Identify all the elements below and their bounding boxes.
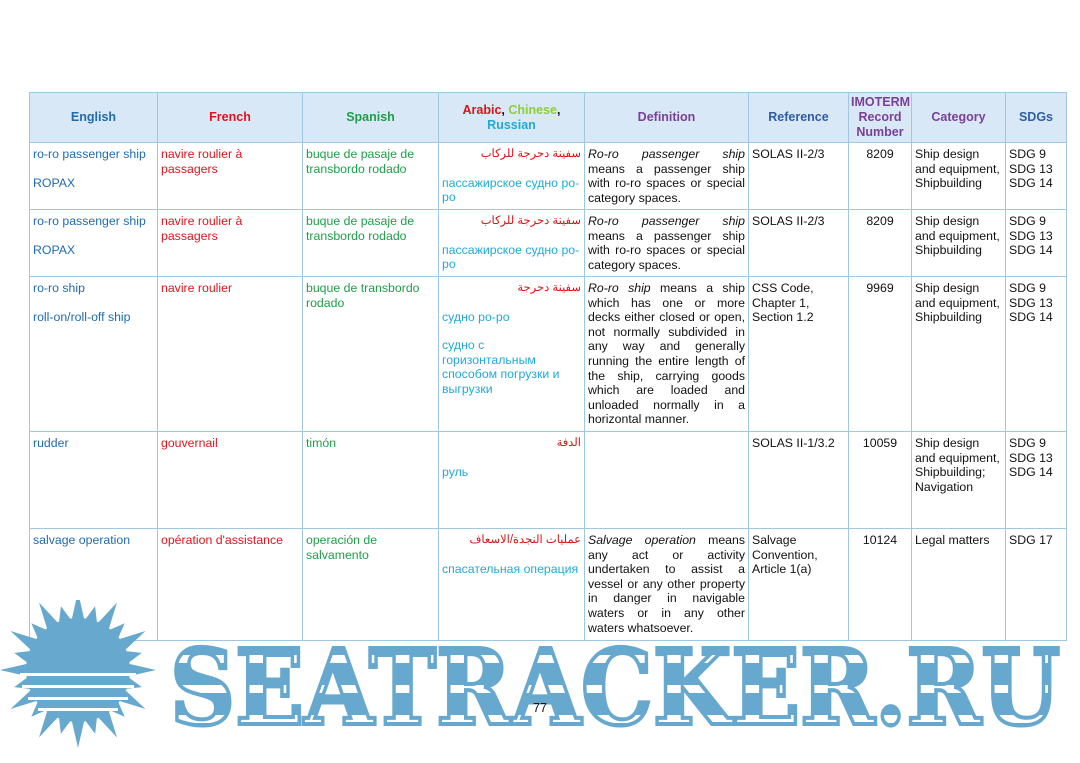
english-term: ROPAX: [33, 242, 76, 257]
definition-lead: Ro-ro passenger ship: [588, 214, 745, 228]
english-term: roll-on/roll-off ship: [33, 309, 131, 324]
header-sep2: ,: [557, 102, 561, 117]
cell-category: Legal matters: [912, 529, 1006, 641]
english-term: salvage operation: [33, 533, 131, 547]
definition-text: means any act or activity undertaken to assist a vessel or any other property in danger in navigable waters or in any other waters whatsoever.: [588, 533, 745, 635]
russian-term: руль: [442, 464, 469, 479]
cell-reference: SOLAS II-2/3: [749, 143, 849, 210]
header-definition: Definition: [585, 93, 749, 143]
definition-lead: Ro-ro ship: [588, 281, 651, 295]
cell-french: [158, 210, 303, 277]
arabic-term: سفينة دحرجة للركاب: [480, 215, 581, 227]
arabic-term: عمليات النجدة/الاسعاف: [469, 534, 581, 546]
sun-logo-icon: [0, 600, 156, 748]
definition-text: means a passenger ship with ro-ro spaces or special category spaces.: [588, 161, 745, 205]
arabic-term: الدفة: [556, 437, 581, 449]
header-imoterm: IMOTERM Record Number: [849, 93, 912, 143]
cell-sdgs: [1006, 432, 1067, 529]
table-row: [30, 143, 1067, 210]
definition-lead: Salvage operation: [588, 533, 696, 547]
cell-category: Ship design and equipment, Shipbuilding: [912, 143, 1006, 210]
cell-definition: [585, 277, 749, 432]
sdg-item: SDG 13: [1009, 450, 1053, 465]
french-term: navire roulier à passagers: [161, 147, 243, 176]
header-reference: Reference: [749, 93, 849, 143]
sdg-item: SDG 17: [1009, 533, 1053, 547]
sdg-item: SDG 9: [1009, 147, 1046, 161]
page-number: 77: [533, 701, 547, 715]
cell-definition: [585, 210, 749, 277]
header-row: [30, 93, 1067, 143]
french-term: navire roulier à passagers: [161, 214, 243, 243]
cell-spanish: [303, 143, 439, 210]
definition-text: means a passenger ship with ro-ro spaces or special category spaces.: [588, 228, 745, 272]
cell-record-number: 8209: [849, 210, 912, 277]
cell-arabic-russian: [439, 143, 585, 210]
english-term: rudder: [33, 436, 69, 450]
sun-ray: [72, 720, 85, 748]
sdg-item: SDG 14: [1009, 243, 1053, 258]
russian-term: пассажирское судно ро-ро: [442, 242, 580, 272]
header-russian: Russian: [487, 117, 536, 132]
sdg-item: SDG 9: [1009, 214, 1046, 228]
definition-lead: Ro-ro passenger ship: [588, 147, 745, 161]
header-arabic-chinese-russian: [439, 93, 585, 143]
cell-reference: SOLAS II-1/3.2: [749, 432, 849, 529]
russian-term: пассажирское судно ро-ро: [442, 175, 580, 205]
spanish-term: operación de salvamento: [306, 533, 378, 562]
cell-record-number: 10124: [849, 529, 912, 641]
french-term: gouvernail: [161, 436, 218, 450]
cell-record-number: 10059: [849, 432, 912, 529]
watermark-text: SEATRACKER.RU: [170, 626, 1060, 749]
russian-term: судно ро-ро: [442, 309, 510, 324]
header-sep1: ,: [501, 102, 509, 117]
header-spanish: Spanish: [303, 93, 439, 143]
glossary-table: [29, 92, 1067, 641]
sdg-item: SDG 13: [1009, 161, 1053, 176]
english-term: ro-ro passenger ship: [33, 147, 146, 161]
spanish-term: buque de pasaje de transbordo rodado: [306, 214, 415, 243]
sun-ray: [72, 600, 85, 620]
table-row: [30, 277, 1067, 432]
cell-arabic-russian: [439, 432, 585, 529]
cell-definition: [585, 432, 749, 529]
english-term: ro-ro ship: [33, 281, 85, 295]
table-row: [30, 432, 1067, 529]
spanish-term: buque de pasaje de transbordo rodado: [306, 147, 415, 176]
cell-definition: [585, 143, 749, 210]
cell-category: Ship design and equipment, Shipbuilding; Navigation: [912, 432, 1006, 529]
cell-french: [158, 277, 303, 432]
cell-sdgs: [1006, 210, 1067, 277]
cell-record-number: 8209: [849, 143, 912, 210]
english-term: ro-ro passenger ship: [33, 214, 146, 228]
cell-spanish: [303, 277, 439, 432]
header-sdgs: SDGs: [1006, 93, 1067, 143]
spanish-term: buque de transbordo rodado: [306, 281, 420, 310]
sdg-item: SDG 14: [1009, 465, 1053, 480]
sdg-item: SDG 9: [1009, 281, 1046, 295]
cell-sdgs: [1006, 143, 1067, 210]
cell-spanish: [303, 432, 439, 529]
cell-english: [30, 143, 158, 210]
sdg-item: SDG 14: [1009, 310, 1053, 325]
header-english: English: [30, 93, 158, 143]
french-term: opération d'assistance: [161, 533, 283, 547]
spanish-term: timón: [306, 436, 337, 450]
sdg-item: SDG 9: [1009, 436, 1046, 450]
arabic-term: سفينة دحرجة: [517, 282, 581, 294]
cell-category: Ship design and equipment, Shipbuilding: [912, 210, 1006, 277]
arabic-term: سفينة دحرجة للركاب: [480, 148, 581, 160]
cell-french: [158, 143, 303, 210]
cell-record-number: 9969: [849, 277, 912, 432]
header-french: French: [158, 93, 303, 143]
cell-sdgs: [1006, 277, 1067, 432]
cell-english: [30, 277, 158, 432]
cell-reference: Salvage Convention, Article 1(a): [749, 529, 849, 641]
cell-arabic-russian: [439, 277, 585, 432]
table-row: [30, 210, 1067, 277]
sdg-item: SDG 14: [1009, 176, 1053, 191]
russian-term: судно с горизонтальным способом погрузки и выгрузки: [442, 338, 560, 396]
cell-french: [158, 432, 303, 529]
header-category: Category: [912, 93, 1006, 143]
cell-spanish: [303, 210, 439, 277]
sdg-item: SDG 13: [1009, 228, 1053, 243]
cell-reference: SOLAS II-2/3: [749, 210, 849, 277]
sdg-item: SDG 13: [1009, 295, 1053, 310]
cell-reference: CSS Code, Chapter 1, Section 1.2: [749, 277, 849, 432]
seatracker-watermark: [0, 600, 1080, 763]
english-term: ROPAX: [33, 175, 76, 190]
definition-text: means a ship which has one or more decks either closed or open, not normally subdivided in any way and generally running the entire length of the ship, carrying goods which are loaded and unloaded normally in a horizontal manner.: [588, 281, 745, 427]
cell-arabic-russian: [439, 210, 585, 277]
header-arabic: Arabic: [462, 102, 502, 117]
french-term: navire roulier: [161, 281, 233, 295]
cell-english: [30, 432, 158, 529]
cell-english: [30, 210, 158, 277]
header-chinese: Chinese: [508, 102, 557, 117]
cell-category: Ship design and equipment, Shipbuilding: [912, 277, 1006, 432]
russian-term: спасательная операция: [442, 561, 579, 576]
